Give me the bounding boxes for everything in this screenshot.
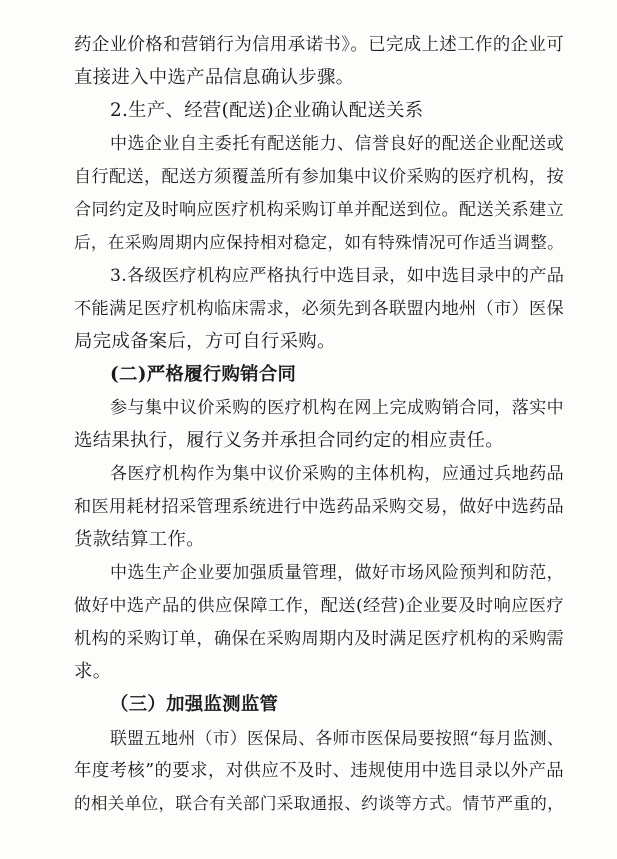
text-line: 做好中选产品的供应保障工作，配送(经营)企业要及时响应医疗 (74, 596, 564, 616)
text-line: 选结果执行，履行义务并承担合同约定的相应责任。 (74, 430, 504, 451)
text-line: 联盟五地州（市）医保局、各师市医保局要按照“每月监测、 (110, 728, 564, 748)
text-line: 合同约定及时响应医疗机构采购订单并配送到位。配送关系建立 (74, 200, 564, 220)
text-line: 直接进入中选产品信息确认步骤。 (74, 67, 355, 88)
section-heading: （三）加强监测监管 (110, 694, 279, 715)
text-line: 年度考核”的要求，对供应不及时、违规使用中选目录以外产品 (74, 761, 564, 781)
text-line: 和医用耗材招采管理系统进行中选药品采购交易，做好中选药品 (74, 497, 564, 517)
text-line: 药企业价格和营销行为信用承诺书》。已完成上述工作的企业可 (74, 35, 564, 55)
text-line: 后，在采购周期内应保持相对稳定，如有特殊情况可作适当调整。 (74, 233, 564, 252)
text-line: 货款结算工作。 (74, 529, 205, 550)
text-line: 不能满足医疗机构临床需求，必须先到各联盟内地州（市）医保 (74, 299, 564, 319)
text-line: 3.各级医疗机构应严格执行中选目录，如中选目录中的产品 (110, 266, 565, 286)
section-heading: (二)严格履行购销合同 (110, 364, 297, 385)
text-line: 中选生产企业要加强质量管理，做好市场风险预判和防范， (110, 563, 564, 583)
text-line: 的相关单位，联合有关部门采取通报、约谈等方式。情节严重的， (74, 794, 564, 813)
section-heading: 2.生产、经营(配送)企业确认配送关系 (110, 100, 424, 121)
text-line: 局完成备案后，方可自行采购。 (74, 331, 336, 352)
text-line: 机构的采购订单，确保在采购周期内及时满足医疗机构的采购需 (74, 629, 564, 649)
text-line: 各医疗机构作为集中议价采购的主体机构，应通过兵地药品 (110, 464, 564, 484)
text-line: 自行配送，配送方须覆盖所有参加集中议价采购的医疗机构，按 (74, 167, 564, 187)
text-line: 中选企业自主委托有配送能力、信誉良好的配送企业配送或 (110, 134, 564, 154)
text-line: 参与集中议价采购的医疗机构在网上完成购销合同，落实中 (110, 398, 564, 418)
text-line: 求。 (74, 661, 112, 682)
